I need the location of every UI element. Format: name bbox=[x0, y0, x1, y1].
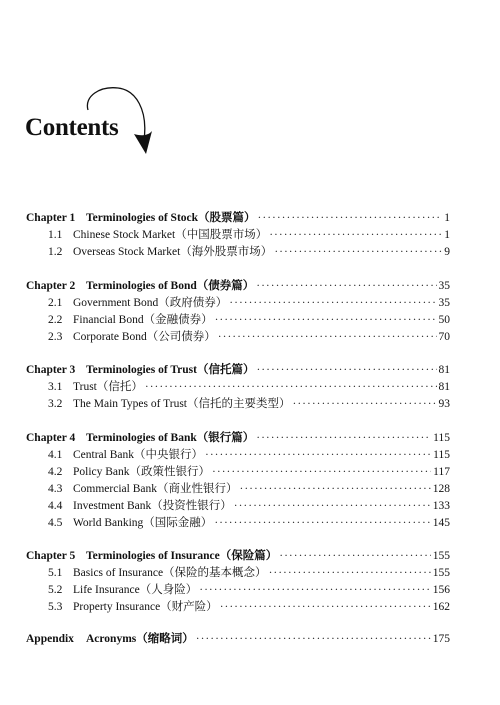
dot-leader bbox=[240, 483, 431, 495]
dot-leader bbox=[205, 449, 431, 461]
dot-leader bbox=[279, 550, 431, 562]
dot-leader bbox=[218, 331, 437, 343]
dot-leader bbox=[269, 229, 442, 241]
page-number: 9 bbox=[444, 246, 450, 258]
section-number: 2.1 bbox=[48, 297, 63, 309]
toc-chapter-row[interactable] bbox=[26, 209, 450, 225]
chapter-number: Chapter 3 bbox=[26, 364, 76, 376]
dot-leader bbox=[256, 280, 436, 292]
dot-leader bbox=[256, 432, 431, 444]
section-number: 3.1 bbox=[48, 381, 63, 393]
page-number: 93 bbox=[438, 398, 450, 410]
chapter-number: Chapter 5 bbox=[26, 550, 76, 562]
page-number: 155 bbox=[432, 550, 450, 562]
page-number: 1 bbox=[444, 212, 450, 224]
section-number: 4.3 bbox=[48, 483, 63, 495]
dot-leader bbox=[145, 381, 437, 393]
section-number: 5.3 bbox=[48, 601, 63, 613]
toc-appendix-row[interactable] bbox=[26, 630, 450, 646]
page-title: Contents bbox=[25, 114, 119, 141]
section-title: Chinese Stock Market（中国股票市场） bbox=[73, 229, 268, 241]
toc-section-row[interactable] bbox=[48, 446, 450, 462]
section-title: Central Bank（中央银行） bbox=[73, 449, 203, 461]
section-number: 2.3 bbox=[48, 331, 63, 343]
chapter-title: Terminologies of Trust（信托篇） bbox=[86, 364, 255, 376]
page-number: 115 bbox=[433, 432, 450, 444]
page-number: 145 bbox=[432, 517, 450, 529]
toc-section-row[interactable] bbox=[48, 226, 450, 242]
page-number: 35 bbox=[438, 280, 450, 292]
section-title: The Main Types of Trust（信托的主要类型） bbox=[73, 398, 291, 410]
section-number: 3.2 bbox=[48, 398, 63, 410]
dot-leader bbox=[220, 601, 431, 613]
section-title: Investment Bank（投资性银行） bbox=[73, 500, 232, 512]
toc-section-row[interactable] bbox=[48, 328, 450, 344]
page-number: 162 bbox=[432, 601, 450, 613]
section-number: 4.4 bbox=[48, 500, 63, 512]
section-title: Basics of Insurance（保险的基本概念） bbox=[73, 567, 267, 579]
page-number: 117 bbox=[433, 466, 450, 478]
section-number: 4.2 bbox=[48, 466, 63, 478]
dot-leader bbox=[229, 297, 436, 309]
section-number: 4.1 bbox=[48, 449, 63, 461]
section-title: Trust（信托） bbox=[73, 381, 143, 393]
chapter-title: Terminologies of Bank（银行篇） bbox=[86, 432, 255, 444]
toc-section-row[interactable] bbox=[48, 463, 450, 479]
chapter-title: Terminologies of Bond（债券篇） bbox=[86, 280, 255, 292]
toc-chapter-row[interactable] bbox=[26, 361, 450, 377]
toc-section-row[interactable] bbox=[48, 598, 450, 614]
toc-section-row[interactable] bbox=[48, 311, 450, 327]
dot-leader bbox=[269, 567, 431, 579]
toc-section-row[interactable] bbox=[48, 564, 450, 580]
appendix-title: Acronyms（缩略词） bbox=[86, 633, 194, 645]
section-title: Commercial Bank（商业性银行） bbox=[73, 483, 238, 495]
section-title: World Banking（国际金融） bbox=[73, 517, 213, 529]
page-number: 175 bbox=[432, 633, 450, 645]
section-number: 1.2 bbox=[48, 246, 63, 258]
dot-leader bbox=[293, 398, 437, 410]
page-number: 128 bbox=[432, 483, 450, 495]
page-number: 70 bbox=[438, 331, 450, 343]
section-title: Financial Bond（金融债券） bbox=[73, 314, 213, 326]
toc-section-row[interactable] bbox=[48, 514, 450, 530]
section-title: Policy Bank（政策性银行） bbox=[73, 466, 211, 478]
page-number: 155 bbox=[432, 567, 450, 579]
toc-section-row[interactable] bbox=[48, 294, 450, 310]
dot-leader bbox=[274, 246, 442, 258]
chapter-number: Chapter 4 bbox=[26, 432, 76, 444]
page-number: 35 bbox=[438, 297, 450, 309]
section-number: 4.5 bbox=[48, 517, 63, 529]
chapter-title: Terminologies of Stock（股票篇） bbox=[86, 212, 256, 224]
section-title: Overseas Stock Market（海外股票市场） bbox=[73, 246, 273, 258]
section-title: Government Bond（政府债券） bbox=[73, 297, 228, 309]
chapter-number: Chapter 2 bbox=[26, 280, 76, 292]
page-number: 133 bbox=[432, 500, 450, 512]
dot-leader bbox=[199, 584, 431, 596]
page-number: 81 bbox=[438, 364, 450, 376]
section-title: Life Insurance（人身险） bbox=[73, 584, 198, 596]
page-number: 50 bbox=[438, 314, 450, 326]
toc-section-row[interactable] bbox=[48, 480, 450, 496]
section-number: 1.1 bbox=[48, 229, 63, 241]
toc-chapter-row[interactable] bbox=[26, 547, 450, 563]
section-number: 5.1 bbox=[48, 567, 63, 579]
dot-leader bbox=[215, 314, 437, 326]
chapter-number: Chapter 1 bbox=[26, 212, 76, 224]
toc-section-row[interactable] bbox=[48, 581, 450, 597]
dot-leader bbox=[212, 466, 431, 478]
curved-arrow-icon bbox=[82, 84, 162, 159]
section-number: 5.2 bbox=[48, 584, 63, 596]
toc-section-row[interactable] bbox=[48, 497, 450, 513]
page-number: 1 bbox=[444, 229, 450, 241]
page-number: 115 bbox=[433, 449, 450, 461]
dot-leader bbox=[256, 364, 436, 376]
chapter-title: Terminologies of Insurance（保险篇） bbox=[86, 550, 278, 562]
page-number: 156 bbox=[432, 584, 450, 596]
dot-leader bbox=[214, 517, 430, 529]
dot-leader bbox=[234, 500, 431, 512]
section-number: 2.2 bbox=[48, 314, 63, 326]
section-title: Property Insurance（财产险） bbox=[73, 601, 218, 613]
toc-section-row[interactable] bbox=[48, 378, 450, 394]
section-title: Corporate Bond（公司债券） bbox=[73, 331, 216, 343]
dot-leader bbox=[258, 212, 443, 224]
toc-section-row[interactable] bbox=[48, 395, 450, 411]
toc-section-row[interactable] bbox=[48, 243, 450, 259]
toc-chapter-row[interactable] bbox=[26, 277, 450, 293]
appendix-label: Appendix bbox=[26, 633, 74, 645]
page-number: 81 bbox=[438, 381, 450, 393]
toc-chapter-row[interactable] bbox=[26, 429, 450, 445]
dot-leader bbox=[196, 633, 431, 645]
